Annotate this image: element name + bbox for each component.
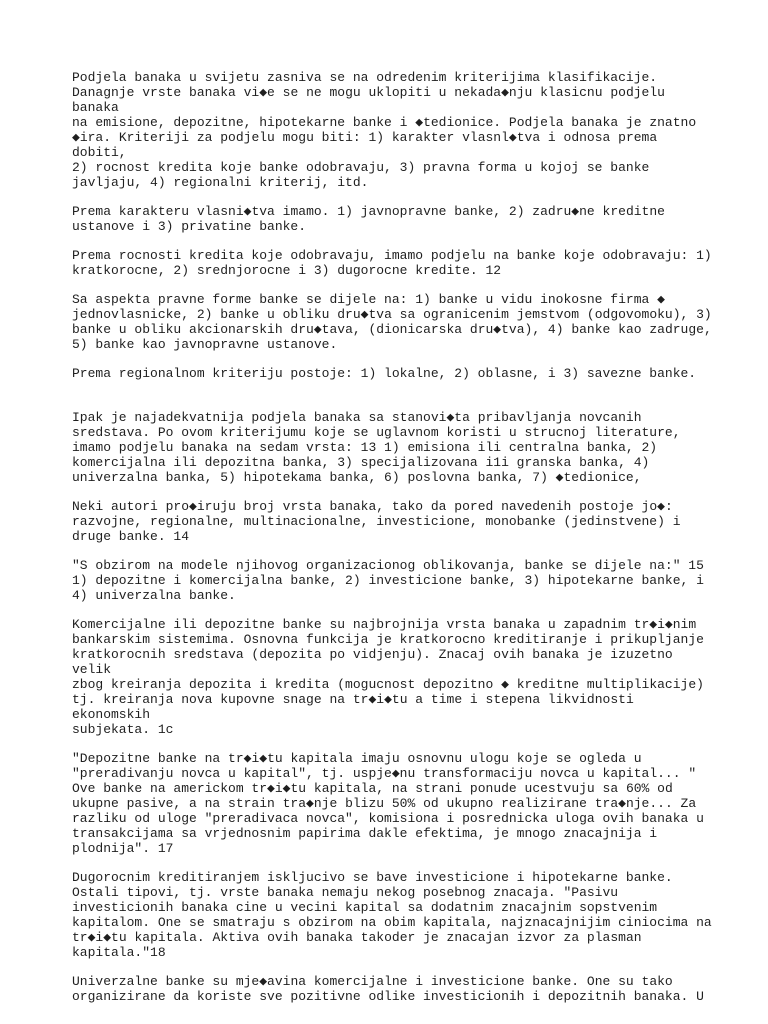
paragraph-regional: Prema regionalnom kriteriju postoje: 1) lokalne, 2) oblasne, i 3) savezne banke.	[72, 366, 697, 381]
paragraph-legal-form: Sa aspekta pravne forme banke se dijele na: 1) banke u vidu inokosne firma ◆ jednovlasnicke, 2) banke u obliku dru◆tva sa ogranicenim jemstvom (odgovomoku), 3) banke u obliku akcionarskih dru◆tava, (dionicarska dru◆tva), 4) banke kao zadruge, 5) banke kao javnopravne ustanove.	[72, 292, 712, 352]
paragraph-long-term-credit: Dugorocnim kreditiranjem iskljucivo se bave investicione i hipotekarne banke. Ostali tipovi, tj. vrste banaka nemaju nekog posebnog znacaja. "Pasivu investicionih banaka cine u vecini kapital sa dodatnim znacajnim sopstvenim kapitalom. One se smatraju s obzirom na obim kapitala, najznacajnijim ciniocima na tr◆i◆tu kapitala. Aktiva ovih banaka takoder je znacajan izvor za plasman kapitala."18	[72, 870, 712, 960]
paragraph-universal-banks: Univerzalne banke su mje◆avina komercijalne i investicione banke. One su tako organizirane da koriste sve pozitivne odlike investicionih i depozitnih banaka. U	[72, 974, 704, 1004]
paragraph-ownership: Prema karakteru vlasni◆tva imamo. 1) javnopravne banke, 2) zadru◆ne kreditne ustanove i 3) privatine banke.	[72, 204, 665, 234]
paragraph-intro: Podjela banaka u svijetu zasniva se na odredenim kriterijima klasifikacije. Danagnje vrste banaka vi◆e se ne mogu uklopiti u nekada◆nju klasicnu podjelu banaka na emisione, depozitne, hipotekarne banke i ◆tedionice. Podjela banaka je znatno ◆ira. Kriteriji za podjelu mogu biti: 1) karakter vlasnl◆tva i odnosa prema dobiti, 2) rocnost kredita koje banke odobravaju, 3) pravna forma u kojoj se banke javljaju, 4) regionalni kriterij, itd.	[72, 70, 697, 190]
document-page	[72, 70, 712, 1018]
paragraph-seven-types: Ipak je najadekvatnija podjela banaka sa stanovi◆ta pribavljanja novcanih sredstava. Po ovom kriterijumu koje se uglavnom koristi u strucnoj literature, imamo podjelu banaka na sedam vrsta: 13 1) emisiona ili centralna banka, 2) komercijalna ili depozitna banka, 3) specijalizovana i1i granska banka, 4) univerzalna banka, 5) hipotekama banka, 6) poslovna banka, 7) ◆tedionice,	[72, 410, 681, 485]
paragraph-other-types: Neki autori pro◆iruju broj vrsta banaka, tako da pored navedenih postoje jo◆: razvojne, regionalne, multinacionalne, investicione, monobanke (jedinstvene) i druge banke. 14	[72, 499, 681, 544]
paragraph-maturity: Prema rocnosti kredita koje odobravaju, imamo podjelu na banke koje odobravaju: 1) kratkorocne, 2) srednjorocne i 3) dugorocne kredite. 12	[72, 248, 712, 278]
paragraph-deposit-banks-quote: "Depozitne banke na tr◆i◆tu kapitala imaju osnovnu ulogu koje se ogleda u "preradivanju novca u kapital", tj. uspje◆nu transformaciju novca u kapital... " Ove banke na americkom tr◆i◆tu kapitala, na strani ponude ucestvuju sa 60% od ukupne pasive, a na strain tra◆nje blizu 50% od ukupno realizirane tra◆nje... Za razliku od uloge "preradivaca novca", komisiona i posrednicka uloga ovih banaka u transakcijama sa vrjednosnim papirima dakle efektima, je mnogo znacajnija i plodnija". 17	[72, 751, 704, 856]
paragraph-commercial-banks: Komercijalne ili depozitne banke su najbrojnija vrsta banaka u zapadnim tr◆i◆nim bankarskim sistemima. Osnovna funkcija je kratkorocno kreditiranje i prikupljanje kratkorocnih sredstava (depozita po vidjenju). Znacaj ovih banaka je izuzetno velik zbog kreiranja depozita i kredita (mogucnost depozitno ◆ kreditne multiplikacije) tj. kreiranja nova kupovne snage na tr◆i◆tu a time i stepena likvidnosti ekonomskih subjekata. 1c	[72, 617, 704, 737]
paragraph-organizational-models: "S obzirom na modele njihovog organizacionog oblikovanja, banke se dijele na:" 15 1) depozitne i komercijalna banke, 2) investicione banke, 3) hipotekarne banke, i 4) univerzalna banke.	[72, 558, 704, 603]
